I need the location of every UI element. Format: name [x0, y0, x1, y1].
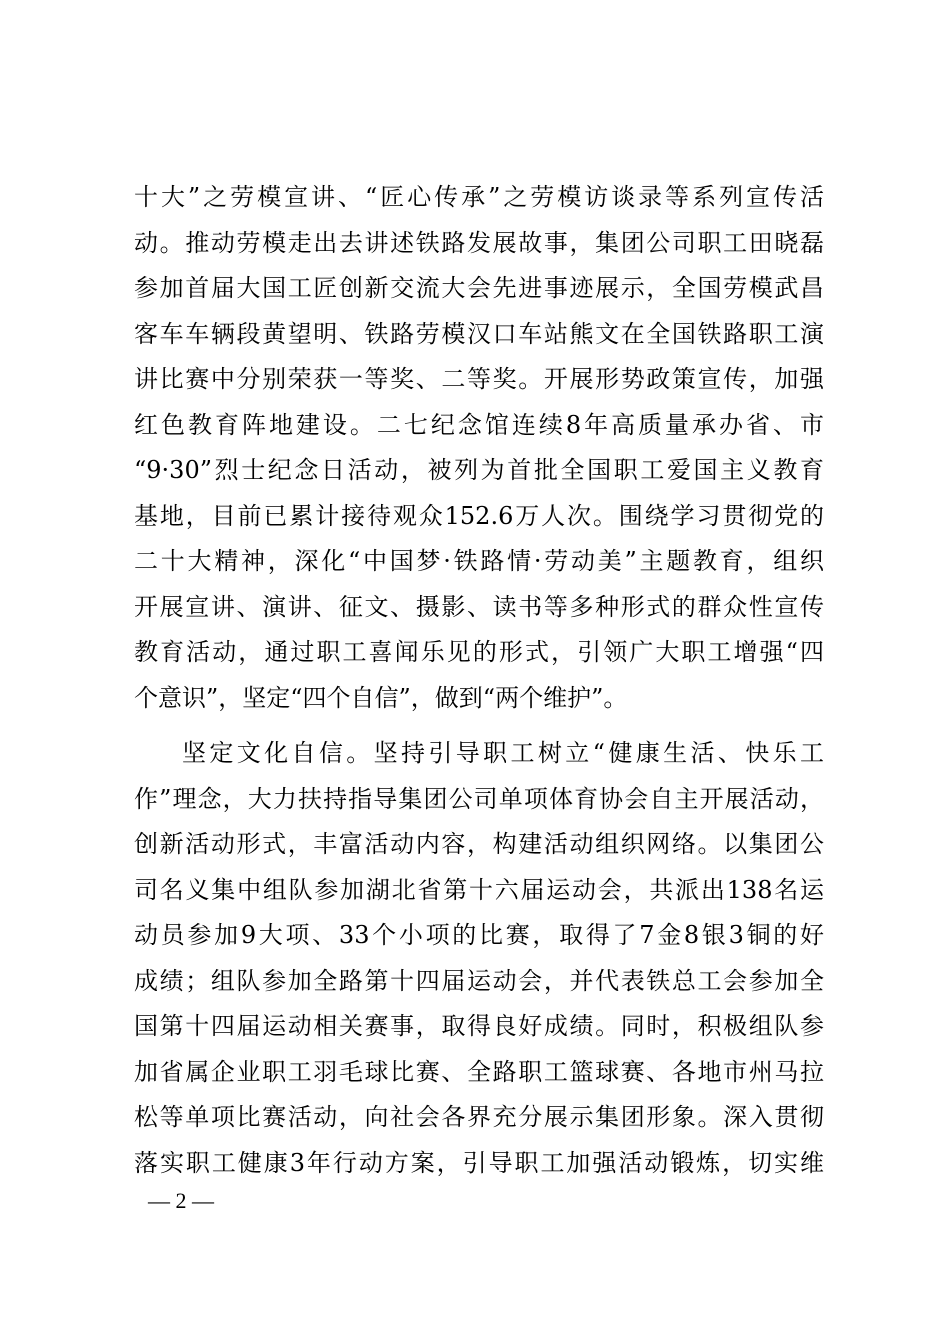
text-line: 作”理念，大力扶持指导集团公司单项体育协会自主开展活动， — [134, 784, 824, 813]
text-line: 客车车辆段黄望明、铁路劳模汉口车站熊文在全国铁路职工演 — [134, 319, 824, 348]
paragraph-labor-model-promotion — [134, 175, 824, 721]
text-line: 落实职工健康3年行动方案，引导职工加强活动锻炼，切实维 — [134, 1148, 824, 1177]
text-line: 松等单项比赛活动，向社会各界充分展示集团形象。深入贯彻 — [134, 1103, 824, 1131]
text-line: 创新活动形式，丰富活动内容，构建活动组织网络。以集团公 — [134, 830, 824, 858]
text-line: 讲比赛中分别荣获一等奖、二等奖。开展形势政策宣传，加强 — [134, 365, 824, 393]
text-line: 教育活动，通过职工喜闻乐见的形式，引领广大职工增强“四 — [134, 638, 824, 666]
text-line: 开展宣讲、演讲、征文、摄影、读书等多种形式的群众性宣传 — [134, 592, 824, 621]
paragraph-spacer — [134, 721, 824, 731]
page-number: — 2 — — [148, 1188, 214, 1213]
text-line: 个意识”，坚定“四个自信”，做到“两个维护”。 — [134, 683, 628, 712]
text-line: 动员参加9大项、33个小项的比赛，取得了7金8银3铜的好 — [134, 921, 824, 949]
text-line: 基地，目前已累计接待观众152.6万人次。围绕学习贯彻党的 — [134, 501, 824, 530]
text-line: 动。推动劳模走出去讲述铁路发展故事，集团公司职工田晓磊 — [134, 228, 824, 257]
text-line: 坚定文化自信。坚持引导职工树立“健康生活、快乐工 — [182, 739, 824, 767]
text-line: 红色教育阵地建设。二七纪念馆连续8年高质量承办省、市 — [134, 410, 824, 439]
text-line: 成绩；组队参加全路第十四届运动会，并代表铁总工会参加全 — [134, 966, 824, 995]
paragraph-cultural-confidence — [134, 731, 824, 1186]
body-text — [134, 175, 824, 1186]
text-line: “9·30”烈士纪念日活动，被列为首批全国职工爱国主义教育 — [134, 456, 824, 484]
text-line: 国第十四届运动相关赛事，取得良好成绩。同时，积极组队参 — [134, 1012, 824, 1040]
text-line: 二十大精神，深化“中国梦·铁路情·劳动美”主题教育，组织 — [134, 547, 824, 575]
text-line: 加省属企业职工羽毛球比赛、全路职工篮球赛、各地市州马拉 — [134, 1057, 824, 1086]
text-line: 十大”之劳模宣讲、“匠心传承”之劳模访谈录等系列宣传活 — [134, 183, 824, 211]
text-line: 司名义集中组队参加湖北省第十六届运动会，共派出138名运 — [134, 875, 824, 904]
text-line: 参加首届大国工匠创新交流大会先进事迹展示，全国劳模武昌 — [134, 274, 824, 302]
